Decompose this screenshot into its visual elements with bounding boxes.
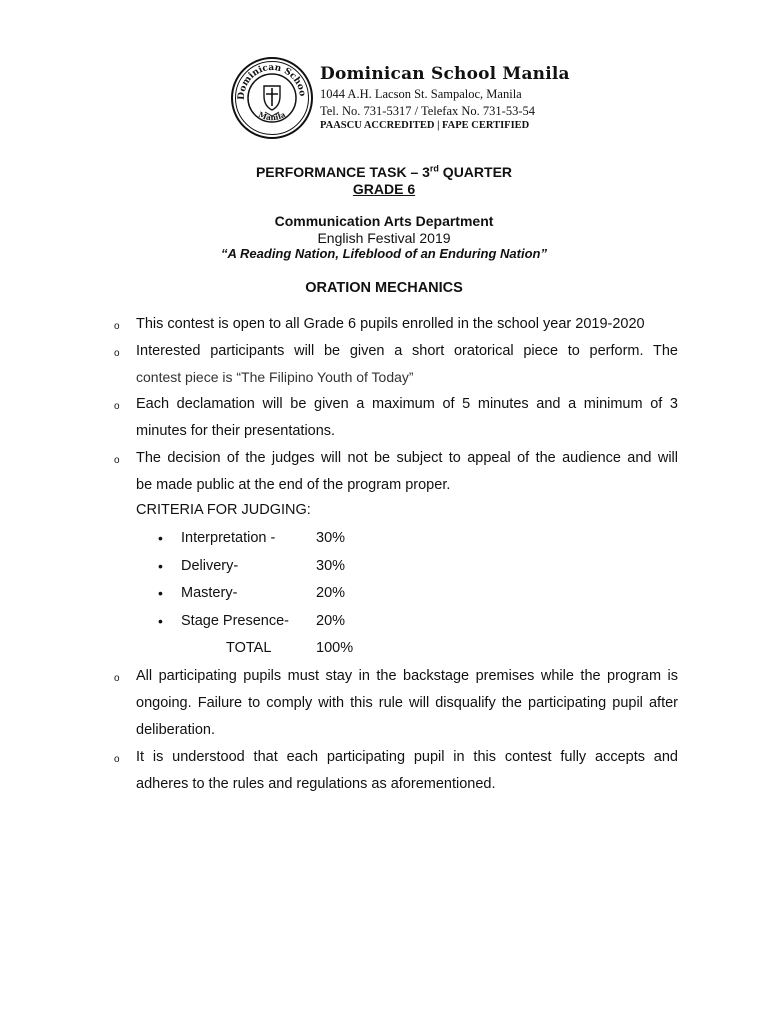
criteria-name: Delivery- [181, 558, 239, 574]
criteria-name: Mastery- [181, 585, 238, 601]
criteria-name: Interpretation - [181, 530, 276, 546]
rule-1-line-1: This contest is open to all Grade 6 pupils enrolled in the school year 2019-2020 [136, 316, 645, 332]
criteria-total-value: 100% [316, 640, 354, 656]
school-name: Dominican School Manila [320, 64, 570, 84]
seal-top-text: Dominican Schoo [236, 62, 308, 101]
criteria-bullet: • [158, 530, 163, 546]
rule-bullet: o [114, 401, 120, 412]
school-seal-icon [230, 56, 314, 140]
rule-5-line-1: All participating pupils must stay in the backstage premises while the program is [136, 668, 678, 684]
task-suffix: QUARTER [438, 164, 513, 180]
criteria-heading: CRITERIA FOR JUDGING: [136, 502, 311, 518]
rule-bullet: o [114, 321, 120, 332]
rule-bullet: o [114, 754, 120, 765]
department-title: Communication Arts Department [274, 213, 494, 229]
rule-6-line-2: adheres to the rules and regulations as aforementioned. [136, 776, 496, 792]
rule-3-line-1: Each declamation will be given a maximum of 5 minutes and a minimum of 3 [136, 396, 678, 412]
section-heading: ORATION MECHANICS [305, 280, 463, 296]
rule-6-line-1: It is understood that each participating pupil in this contest fully accepts and [136, 749, 678, 765]
performance-task-title [0, 164, 768, 180]
rule-bullet: o [114, 455, 120, 466]
rule-bullet: o [114, 673, 120, 684]
school-address: 1044 A.H. Lacson St. Sampaloc, Manila [320, 87, 522, 101]
rule-5-line-3: deliberation. [136, 722, 215, 738]
criteria-bullet: • [158, 558, 163, 574]
criteria-bullet: • [158, 585, 163, 601]
rule-4-line-1: The decision of the judges will not be subject to appeal of the audience and will [136, 450, 678, 466]
criteria-value: 30% [316, 530, 346, 546]
grade-title: GRADE 6 [352, 181, 416, 197]
criteria-value: 30% [316, 558, 346, 574]
criteria-value: 20% [316, 585, 346, 601]
school-phone: Tel. No. 731-5317 / Telefax No. 731-53-54 [320, 104, 535, 118]
letterhead [230, 56, 570, 142]
rule-2-line-2: contest piece is “The Filipino Youth of Today” [136, 369, 414, 385]
rule-4-line-2: be made public at the end of the program proper. [136, 477, 451, 493]
rule-2-line-1: Interested participants will be given a short oratorical piece to perform. The [136, 343, 678, 359]
criteria-bullet: • [158, 613, 163, 629]
rule-5-line-2: ongoing. Failure to comply with this rule will disqualify the participating pupil after [136, 695, 678, 711]
rule-bullet: o [114, 348, 120, 359]
festival-theme: “A Reading Nation, Lifeblood of an Enduring Nation” [221, 246, 547, 261]
task-prefix: PERFORMANCE TASK – 3 [255, 164, 430, 180]
festival-title: English Festival 2019 [317, 230, 451, 246]
rule-3-line-2: minutes for their presentations. [136, 423, 336, 439]
criteria-value: 20% [316, 613, 346, 629]
school-accreditation: PAASCU ACCREDITED | FAPE CERTIFIED [320, 120, 530, 131]
criteria-name: Stage Presence- [181, 613, 290, 629]
seal-bottom-text: Manila [257, 109, 287, 123]
criteria-total-label: TOTAL [226, 640, 272, 656]
task-ordinal: rd [429, 163, 439, 174]
